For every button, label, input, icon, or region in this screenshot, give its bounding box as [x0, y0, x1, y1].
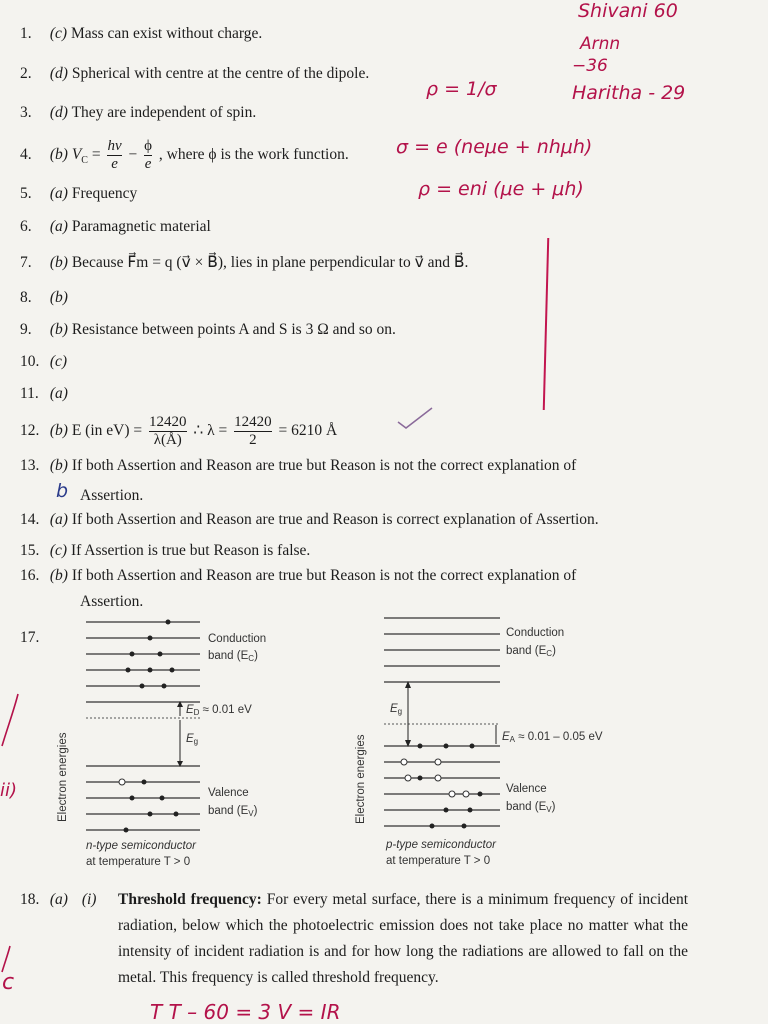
- fraction-hv-e: [107, 138, 121, 173]
- electron: [160, 796, 165, 801]
- hole: [405, 775, 411, 781]
- answer-text: If both Assertion and Reason are true but Reason is not the correct explanation of: [71, 457, 577, 474]
- electron: [444, 808, 449, 813]
- handwritten-resistivity-2: ρ = eni (μe + μh): [418, 178, 584, 200]
- energy-axis-label: Electron energies: [57, 732, 69, 822]
- handwritten-ii: ii): [0, 780, 18, 801]
- fraction-bottom: e: [144, 155, 152, 172]
- electron: [170, 668, 175, 673]
- electron: [430, 824, 435, 829]
- electron: [126, 668, 131, 673]
- handwritten-name-4: Haritha - 29: [572, 82, 686, 104]
- answer-16: [20, 566, 576, 586]
- answer-text: If both Assertion and Reason are true and Reason is correct explanation of Assertion.: [71, 511, 599, 528]
- fraction-12420-2: [234, 414, 272, 449]
- valence-label: Valence: [208, 787, 249, 799]
- conduction-label: Conduction: [208, 633, 267, 645]
- answer-number: 7.: [20, 254, 32, 271]
- energy-axis-label: Electron energies: [355, 734, 367, 824]
- pen-vertical-mark: [543, 238, 550, 410]
- handwritten-name-3: −36: [572, 56, 608, 76]
- hole: [435, 775, 441, 781]
- electron: [174, 812, 179, 817]
- answer-4: [20, 136, 349, 180]
- answer-number: 9.: [20, 321, 32, 338]
- answer-option: (d): [49, 65, 68, 82]
- answer-number: 3.: [20, 104, 32, 121]
- answer-option: (a): [49, 511, 68, 528]
- margin-pen-mark: [0, 690, 22, 750]
- electron: [148, 636, 153, 641]
- answer-option: (a): [49, 218, 68, 235]
- electron: [418, 776, 423, 781]
- formula-sub: C: [81, 155, 88, 167]
- eg-label: Eg: [186, 733, 199, 746]
- electron: [124, 828, 129, 833]
- conduction-band-label: band (EC): [506, 645, 556, 658]
- electron: [468, 808, 473, 813]
- hole: [119, 779, 125, 785]
- handwritten-c: c: [2, 970, 15, 995]
- answer-option: (b): [49, 289, 68, 306]
- electron: [462, 824, 467, 829]
- fraction-top: 12420: [234, 413, 272, 430]
- answer-number: 5.: [20, 185, 32, 202]
- fraction-bottom: λ(Å): [153, 431, 182, 448]
- answer-13: [20, 456, 576, 476]
- fraction-bottom: 2: [249, 431, 257, 448]
- electron: [130, 796, 135, 801]
- answer-number: 13.: [20, 457, 40, 474]
- answer-option: (a): [49, 185, 68, 202]
- answer-option: (c): [49, 25, 68, 42]
- fraction-phi-e: [144, 138, 152, 173]
- n-type-temp-caption: at temperature T > 0: [86, 856, 191, 868]
- answer-number: 4.: [20, 146, 32, 163]
- answer-9: [20, 320, 396, 340]
- electron: [162, 684, 167, 689]
- answer-18: [20, 890, 96, 910]
- fraction-top: 12420: [149, 413, 187, 430]
- answer-text: Mass can exist without charge.: [70, 25, 263, 42]
- answer-number: 17.: [20, 629, 40, 646]
- answer-text: Resistance between points A and S is 3 Ω and so on.: [71, 321, 396, 338]
- electron: [444, 744, 449, 749]
- answer-text: Frequency: [71, 185, 138, 202]
- fraction-bottom: e: [111, 155, 118, 172]
- eg-label: Eg: [390, 703, 403, 716]
- fraction-12420-lambda: [149, 414, 187, 449]
- answer-option: (c): [49, 353, 68, 370]
- answer-number: 8.: [20, 289, 32, 306]
- margin-pen-mark-2: [0, 944, 14, 974]
- electron: [130, 652, 135, 657]
- answer-18-paragraph: [118, 887, 688, 991]
- answer-option: (b): [49, 422, 68, 439]
- answer-12: [20, 412, 337, 450]
- answer-text: , where ϕ is the work function.: [158, 146, 349, 163]
- p-type-temp-caption: at temperature T > 0: [386, 855, 491, 867]
- answer-13-continued: Assertion.: [80, 487, 144, 504]
- electron: [142, 780, 147, 785]
- n-type-caption: n-type semiconductor: [86, 840, 196, 852]
- hole: [401, 759, 407, 765]
- answer-text: If Assertion is true but Reason is false.: [70, 542, 311, 559]
- answer-option: (b): [49, 321, 68, 338]
- answer-1: [20, 24, 262, 44]
- answer-number: 6.: [20, 218, 32, 235]
- valence-label: Valence: [506, 783, 547, 795]
- answer-option: (d): [49, 104, 68, 121]
- hole: [449, 791, 455, 797]
- answer-3: [20, 103, 256, 123]
- formula-lhs: V: [71, 146, 82, 163]
- answer-number: 16.: [20, 567, 40, 584]
- answer-number: 18.: [20, 891, 40, 908]
- answer-option: (b): [49, 457, 68, 474]
- threshold-term: Threshold frequency:: [118, 891, 262, 908]
- answer-number: 11.: [20, 385, 39, 402]
- answer-option: (b): [49, 146, 68, 163]
- tick-mark: [396, 404, 436, 430]
- answer-8: [20, 288, 68, 308]
- answer-option: (b): [49, 254, 68, 271]
- handwritten-name-2: Arnn: [580, 34, 621, 54]
- conduction-label: Conduction: [506, 627, 565, 639]
- answer-11: [20, 384, 68, 404]
- answer-number: 2.: [20, 65, 32, 82]
- answer-number: 12.: [20, 422, 40, 439]
- answer-number: 1.: [20, 25, 32, 42]
- answer-6: [20, 217, 211, 237]
- fraction-top: hν: [107, 137, 122, 154]
- handwritten-b: b: [56, 480, 69, 502]
- answer-text: If both Assertion and Reason are true but Reason is not the correct explanation of: [71, 567, 577, 584]
- answer-number: 10.: [20, 353, 40, 370]
- electron: [140, 684, 145, 689]
- answer-number: 15.: [20, 542, 40, 559]
- answer-option: (a): [49, 891, 68, 908]
- answer-15: [20, 541, 310, 561]
- handwritten-resistivity: ρ = 1/σ: [426, 78, 497, 100]
- answer-option: (c): [49, 542, 68, 559]
- electron: [148, 812, 153, 817]
- n-type-diagram: [57, 620, 266, 869]
- band-diagrams: [0, 612, 768, 882]
- ed-label: ED ≈ 0.01 eV: [186, 704, 252, 717]
- threshold-definition: For every metal surface, there is a minimum frequency of incident radiation, below which the photoelectric emission does not take place no matter what the intensity of incident radiation is and for how long the radiations are allowed to fall on the metal. This frequency is called threshold frequency.: [118, 891, 689, 986]
- answer-option: (a): [49, 385, 68, 402]
- answer-10: [20, 352, 67, 372]
- hole: [463, 791, 469, 797]
- handwritten-name-1: Shivani 60: [578, 0, 678, 22]
- formula-minus: −: [128, 146, 138, 163]
- answer-text: Spherical with centre at the centre of the dipole.: [71, 65, 370, 82]
- answer-option: (b): [49, 567, 68, 584]
- answer-number: 14.: [20, 511, 40, 528]
- conduction-band-label: band (EC): [208, 650, 258, 663]
- valence-band-label: band (EV): [208, 805, 258, 818]
- answer-7: [20, 253, 468, 273]
- fraction-top: ϕ: [144, 137, 153, 154]
- formula-mid: ∴ λ =: [193, 422, 228, 439]
- valence-band-label: band (EV): [506, 801, 556, 814]
- handwritten-conductivity: σ = e (neμe + nhμh): [396, 136, 593, 158]
- answer-5: [20, 184, 137, 204]
- electron: [470, 744, 475, 749]
- answer-14: [20, 510, 599, 530]
- handwritten-bottom: T T – 60 = 3 V = IR: [150, 1000, 341, 1024]
- formula-lhs: E (in eV) =: [71, 422, 143, 439]
- electron: [148, 668, 153, 673]
- electron: [418, 744, 423, 749]
- p-type-diagram: [355, 618, 603, 867]
- electron: [478, 792, 483, 797]
- p-type-caption: p-type semiconductor: [386, 839, 496, 851]
- hole: [435, 759, 441, 765]
- formula-rhs: = 6210 Å: [278, 422, 338, 439]
- formula-eq: =: [91, 146, 101, 163]
- answer-2: [20, 64, 369, 84]
- answer-suboption: (i): [81, 891, 97, 908]
- ea-label: EA ≈ 0.01 – 0.05 eV: [502, 731, 603, 744]
- electron: [158, 652, 163, 657]
- electron: [166, 620, 171, 625]
- answer-text: They are independent of spin.: [71, 104, 257, 121]
- answer-text: Because F⃗m = q (v⃗ × B⃗), lies in plane perpendicular to v⃗ and B⃗.: [71, 254, 469, 271]
- answer-16-continued: Assertion.: [80, 593, 144, 610]
- answer-text: Paramagnetic material: [71, 218, 211, 235]
